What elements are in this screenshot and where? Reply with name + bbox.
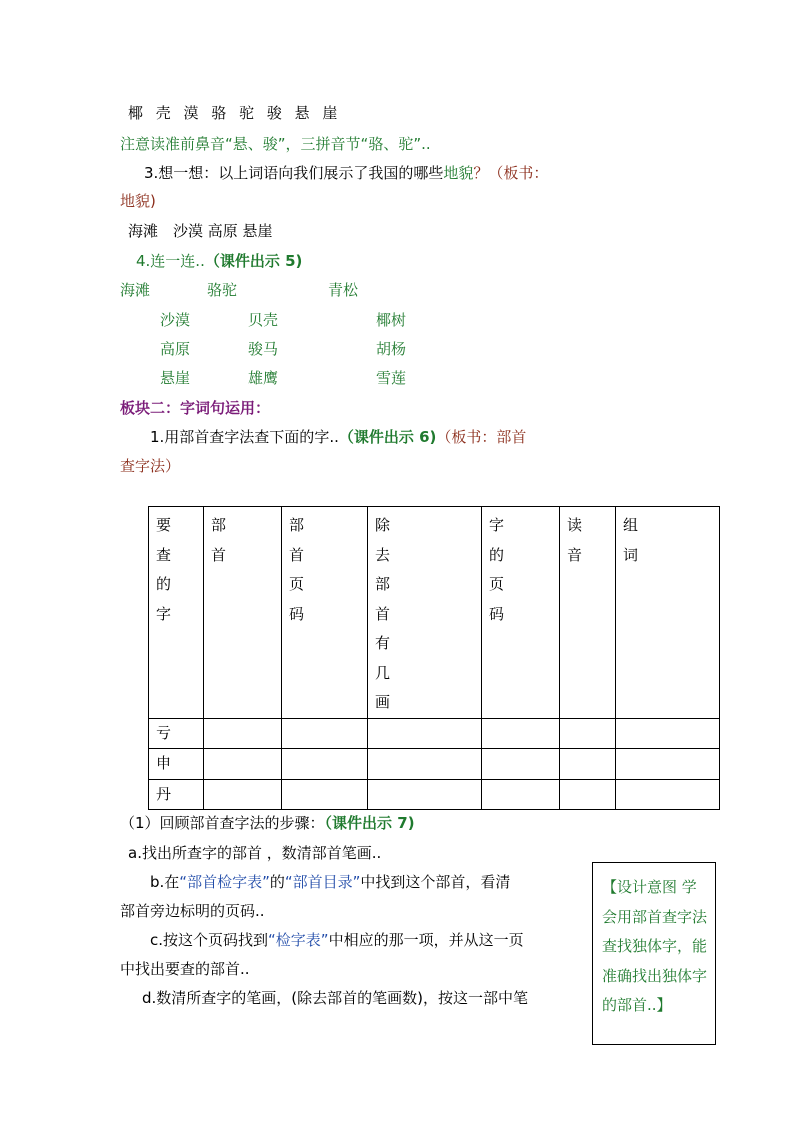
- table-cell[interactable]: [204, 779, 282, 810]
- table-cell[interactable]: [204, 718, 282, 749]
- table-cell[interactable]: [560, 779, 616, 810]
- question-1-courseware: （课件出示 6): [338, 428, 437, 446]
- step-b-term: “部首目录”: [284, 873, 361, 891]
- question-3-board-note-cont: 地貌): [120, 192, 156, 210]
- question-4-text: 4.连一连..: [136, 252, 205, 270]
- step-c-text: 中相应的那一项，并从这一页: [328, 931, 524, 949]
- match-word: 沙漠: [160, 311, 191, 329]
- table-header-cell: 组词: [616, 507, 720, 719]
- table-header-cell: 部首页码: [282, 507, 368, 719]
- step-b-text: 中找到这个部首，看清: [360, 873, 511, 891]
- table-row: [149, 779, 720, 810]
- radical-lookup-table: [148, 506, 720, 810]
- table-cell[interactable]: [560, 749, 616, 780]
- table-header-cell: 除去部首有几画: [368, 507, 482, 719]
- step-b-term: “部首检字表”: [179, 873, 270, 891]
- match-word: 贝壳: [248, 311, 279, 329]
- match-word: 海滩: [120, 281, 151, 299]
- vocab-words: 椰 壳 漠 骆 驼 骏 悬 崖: [128, 104, 342, 122]
- table-cell-char: 申: [149, 749, 204, 780]
- table-row: [149, 718, 720, 749]
- table-cell[interactable]: [368, 749, 482, 780]
- question-4: [136, 251, 302, 271]
- match-word: 胡杨: [376, 340, 407, 358]
- table-cell-char: 丹: [149, 779, 204, 810]
- step-b-text: 的: [269, 873, 285, 891]
- question-3-keyword: 地貌: [443, 164, 474, 182]
- table-cell[interactable]: [616, 749, 720, 780]
- table-cell[interactable]: [616, 779, 720, 810]
- table-cell[interactable]: [368, 718, 482, 749]
- steps-title-text: （1）回顾部首查字法的步骤：: [120, 814, 325, 832]
- match-word: 骏马: [248, 340, 279, 358]
- table-cell[interactable]: [282, 779, 368, 810]
- match-word: 椰树: [376, 311, 407, 329]
- match-word: 雄鹰: [248, 369, 279, 387]
- step-c-cont: 中找出要查的部首..: [120, 960, 250, 978]
- landform-list: 海滩 沙漠 高原 悬崖: [128, 222, 273, 240]
- table-cell[interactable]: [204, 749, 282, 780]
- table-row: [149, 749, 720, 780]
- match-word: 骆驼: [207, 281, 238, 299]
- table-header-cell: 部首: [204, 507, 282, 719]
- design-intent-box: 【设计意图 学会用部首查字法查找独体字，能准确找出独体字的部首..】: [592, 862, 716, 1045]
- table-header-cell: 读音: [560, 507, 616, 719]
- steps-courseware: （课件出示 7): [324, 814, 415, 832]
- table-cell-char: 亏: [149, 718, 204, 749]
- question-3-board-note: ？（板书：: [473, 164, 549, 182]
- table-cell[interactable]: [282, 749, 368, 780]
- pronunciation-note: 注意读准前鼻音“悬、骏”，三拼音节“骆、驼”..: [120, 135, 431, 153]
- step-d: d.数清所查字的笔画，(除去部首的笔画数)，按这一部中笔: [142, 989, 528, 1007]
- step-c-text: c.按这个页码找到: [150, 931, 269, 949]
- table-cell[interactable]: [368, 779, 482, 810]
- match-word: 悬崖: [160, 369, 191, 387]
- section-heading: 板块二：字词句运用：: [120, 399, 271, 417]
- step-b-text: b.在: [150, 873, 180, 891]
- question-1: [150, 427, 526, 447]
- table-cell[interactable]: [482, 749, 560, 780]
- question-3-text: 3.想一想：以上词语向我们展示了我国的哪些: [144, 164, 444, 182]
- step-b: [150, 872, 510, 892]
- question-1-text: 1.用部首查字法查下面的字..: [150, 428, 339, 446]
- table-header-cell: 要查的字: [149, 507, 204, 719]
- step-a: a.找出所查字的部首 ，数清部首笔画..: [128, 844, 382, 862]
- step-c-term: “检字表”: [268, 931, 329, 949]
- table-cell[interactable]: [282, 718, 368, 749]
- table-header-cell: 字的页码: [482, 507, 560, 719]
- steps-title: [120, 813, 415, 833]
- step-b-cont: 部首旁边标明的页码..: [120, 902, 265, 920]
- match-word: 高原: [160, 340, 191, 358]
- question-1-board-note-cont: 查字法）: [120, 457, 181, 475]
- table-header-row: [149, 507, 720, 719]
- table-cell[interactable]: [482, 779, 560, 810]
- step-c: [150, 930, 524, 950]
- table-cell[interactable]: [616, 718, 720, 749]
- match-word: 青松: [328, 281, 359, 299]
- table-cell[interactable]: [560, 718, 616, 749]
- question-1-board-note: （板书：部首: [436, 428, 527, 446]
- question-3: [144, 163, 548, 183]
- match-word: 雪莲: [376, 369, 407, 387]
- table-cell[interactable]: [482, 718, 560, 749]
- question-4-courseware: （课件出示 5): [204, 252, 303, 270]
